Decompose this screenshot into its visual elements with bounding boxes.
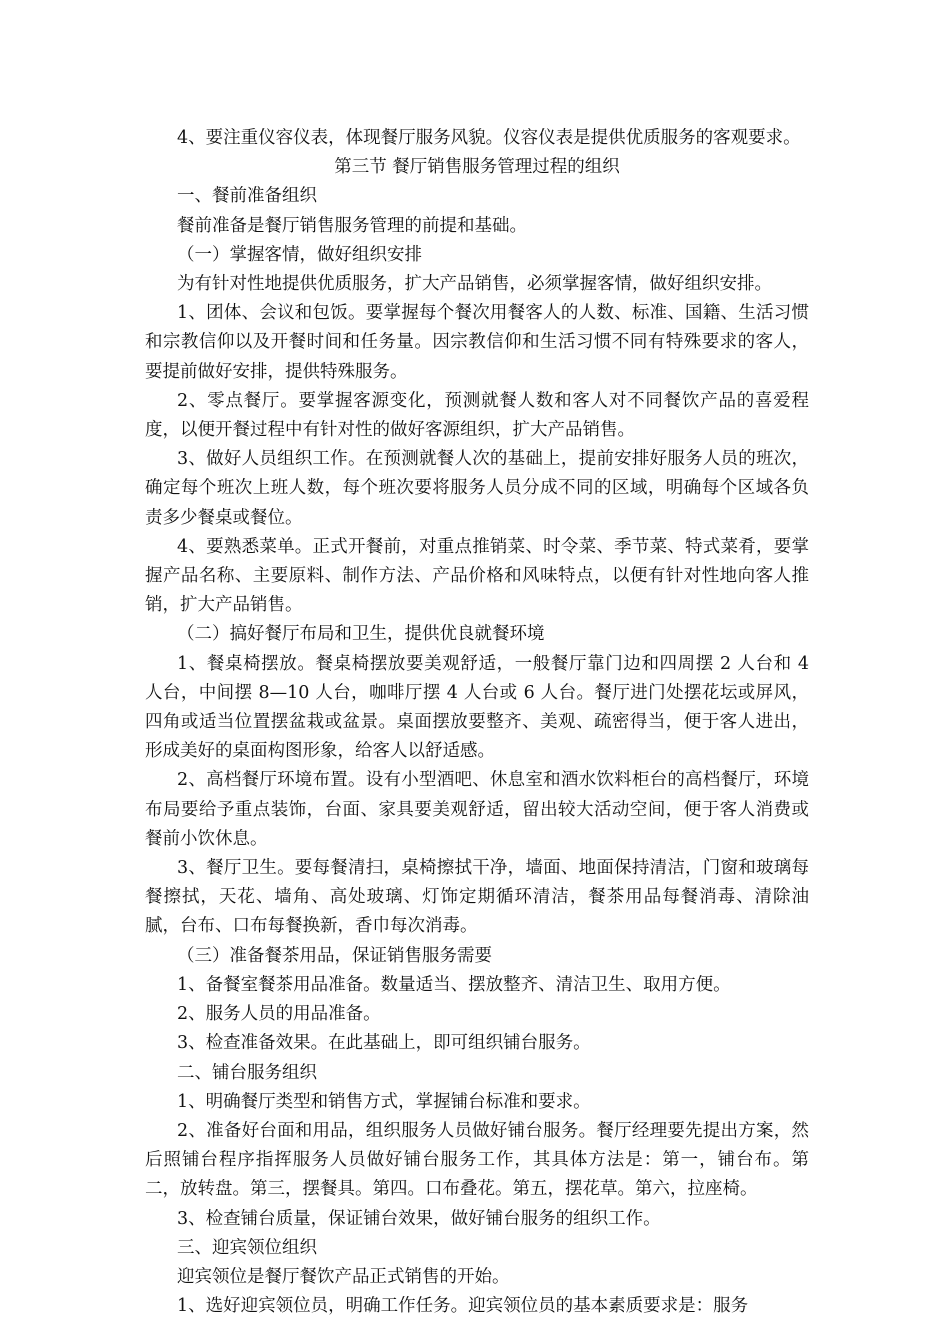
paragraph: 2、零点餐厅。要掌握客源变化，预测就餐人数和客人对不同餐饮产品的喜爱程度，以便开餐过程中有针对性的做好客源组织，扩大产品销售。: [145, 390, 809, 441]
paragraph: 1、明确餐厅类型和销售方式，掌握铺台标准和要求。: [177, 1091, 591, 1112]
paragraph: 3、检查铺台质量，保证铺台效果，做好铺台服务的组织工作。: [177, 1208, 661, 1229]
subsection-heading: （三）准备餐茶用品，保证销售服务需要: [177, 945, 492, 966]
subsection-heading: （一）掌握客情，做好组织安排: [177, 244, 422, 265]
paragraph: 1、餐桌椅摆放。餐桌椅摆放要美观舒适，一般餐厅靠门边和四周摆 2 人台和 4 人台，中间摆 8—10 人台，咖啡厅摆 4 人台或 6 人台。餐厅进门处摆花坛或屏风，四角或适当位置摆盆栽或盆景。桌面摆放要整齐、美观、疏密得当，便于客人进出，形成美好的桌面构图形象，给客人以舒适感。: [145, 653, 809, 762]
paragraph: 1、团体、会议和包饭。要掌握每个餐次用餐客人的人数、标准、国籍、生活习惯和宗教信仰以及开餐时间和任务量。因宗教信仰和生活习惯不同有特殊要求的客人，要提前做好安排，提供特殊服务。: [145, 303, 809, 382]
paragraph: 餐前准备是餐厅销售服务管理的前提和基础。: [177, 215, 527, 236]
subsection-heading: 一、餐前准备组织: [177, 186, 317, 207]
paragraph: 1、选好迎宾领位员，明确工作任务。迎宾领位员的基本素质要求是：服务: [177, 1296, 749, 1317]
document-body: [145, 124, 809, 1321]
paragraph: 2、高档餐厅环境布置。设有小型酒吧、休息室和酒水饮料柜台的高档餐厅，环境布局要给予重点装饰，台面、家具要美观舒适，留出较大活动空间，便于客人消费或餐前小饮休息。: [145, 770, 809, 849]
paragraph: 4、要注重仪容仪表，体现餐厅服务风貌。仪容仪表是提供优质服务的客观要求。: [177, 128, 801, 148]
paragraph: 3、餐厅卫生。要每餐清扫，桌椅擦拭干净，墙面、地面保持清洁，门窗和玻璃每餐擦拭，天花、墙角、高处玻璃、灯饰定期循环清洁，餐茶用品每餐消毒、清除油腻，台布、口布每餐换新，香巾每次消毒。: [145, 858, 809, 937]
section-heading: 第三节 餐厅销售服务管理过程的组织: [334, 157, 620, 178]
paragraph: 3、做好人员组织工作。在预测就餐人次的基础上，提前安排好服务人员的班次，确定每个班次上班人数，每个班次要将服务人员分成不同的区域，明确每个区域各负责多少餐桌或餐位。: [145, 449, 809, 528]
paragraph: 3、检查准备效果。在此基础上，即可组织铺台服务。: [177, 1033, 591, 1054]
subsection-heading: （二）搞好餐厅布局和卫生，提供优良就餐环境: [177, 624, 545, 645]
paragraph: 为有针对性地提供优质服务，扩大产品销售，必须掌握客情，做好组织安排。: [177, 274, 772, 295]
paragraph: 1、备餐室餐茶用品准备。数量适当、摆放整齐、清洁卫生、取用方便。: [177, 974, 731, 995]
paragraph: 2、服务人员的用品准备。: [177, 1004, 381, 1025]
paragraph: 迎宾领位是餐厅餐饮产品正式销售的开始。: [177, 1266, 510, 1287]
subsection-heading: 三、迎宾领位组织: [177, 1237, 317, 1258]
subsection-heading: 二、铺台服务组织: [177, 1062, 317, 1083]
paragraph: 4、要熟悉菜单。正式开餐前，对重点推销菜、时令菜、季节菜、特式菜肴，要掌握产品名称、主要原料、制作方法、产品价格和风味特点，以便有针对性地向客人推销，扩大产品销售。: [145, 536, 809, 616]
paragraph: 2、准备好台面和用品，组织服务人员做好铺台服务。餐厅经理要先提出方案，然后照铺台程序指挥服务人员做好铺台服务工作，其具体方法是：第一，铺台布。第二，放转盘。第三，摆餐具。第四。口布叠花。第五，摆花草。第六，拉座椅。: [145, 1120, 809, 1200]
